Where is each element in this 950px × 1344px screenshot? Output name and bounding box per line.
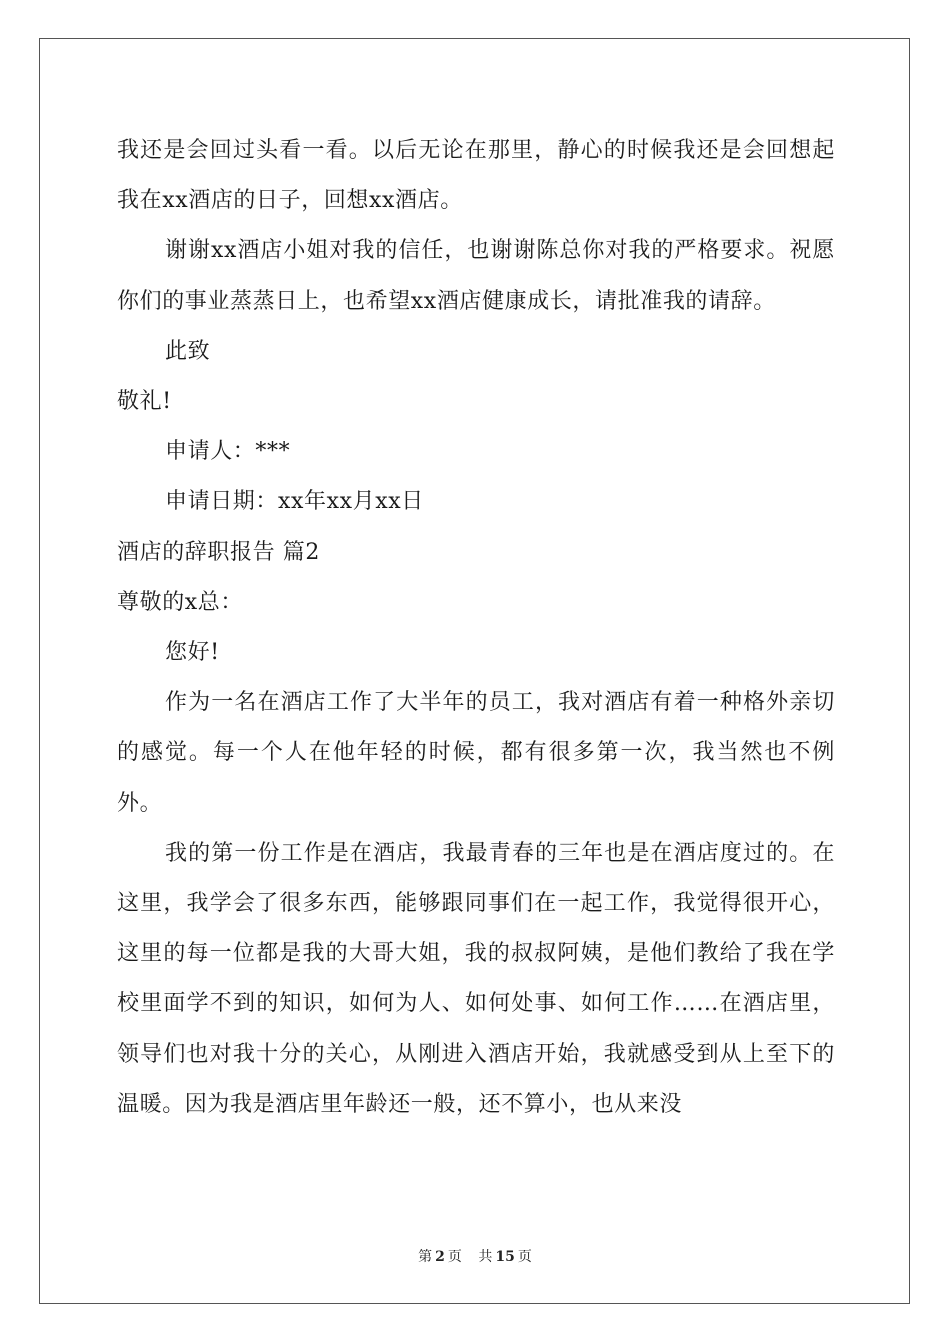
total-prefix: 共 bbox=[478, 1249, 493, 1265]
total-pages-indicator bbox=[475, 1249, 534, 1265]
letter-greeting: 尊敬的x总： bbox=[117, 589, 244, 615]
page-indicator bbox=[415, 1249, 465, 1265]
closing-respect: 敬礼! bbox=[117, 389, 172, 415]
application-date-line: 申请日期：xx年xx月xx日 bbox=[165, 489, 424, 515]
page-footer bbox=[0, 1246, 950, 1266]
total-pages: 15 bbox=[495, 1249, 515, 1265]
total-suffix: 页 bbox=[517, 1249, 532, 1265]
section-title: 酒店的辞职报告 篇2 bbox=[117, 539, 320, 565]
applicant-line: 申请人：*** bbox=[165, 439, 291, 465]
paragraph: 谢谢xx酒店小姐对我的信任，也谢谢陈总你对我的严格要求。祝愿你们的事业蒸蒸日上，也希望xx酒店健康成长，请批准我的请辞。 bbox=[117, 238, 835, 314]
paragraph: 作为一名在酒店工作了大半年的员工，我对酒店有着一种格外亲切的感觉。每一个人在他年轻的时候，都有很多第一次，我当然也不例外。 bbox=[117, 690, 835, 816]
paragraph: 我还是会回过头看一看。以后无论在那里，静心的时候我还是会回想起我在xx酒店的日子，回想xx酒店。 bbox=[117, 138, 835, 214]
page-suffix: 页 bbox=[447, 1249, 462, 1265]
letter-hello: 您好! bbox=[165, 640, 220, 666]
document-body bbox=[117, 126, 835, 1130]
closing-salutation: 此致 bbox=[165, 338, 211, 364]
page-number: 2 bbox=[435, 1249, 445, 1265]
paragraph: 我的第一份工作是在酒店，我最青春的三年也是在酒店度过的。在这里，我学会了很多东西，能够跟同事们在一起工作，我觉得很开心，这里的每一位都是我的大哥大姐，我的叔叔阿姨，是他们教给了我在学校里面学不到的知识，如何为人、如何处事、如何工作……在酒店里，领导们也对我十分的关心，从刚进入酒店开始，我就感受到从上至下的温暖。因为我是酒店里年龄还一般，还不算小，也从来没 bbox=[117, 840, 835, 1117]
page-prefix: 第 bbox=[418, 1249, 433, 1265]
